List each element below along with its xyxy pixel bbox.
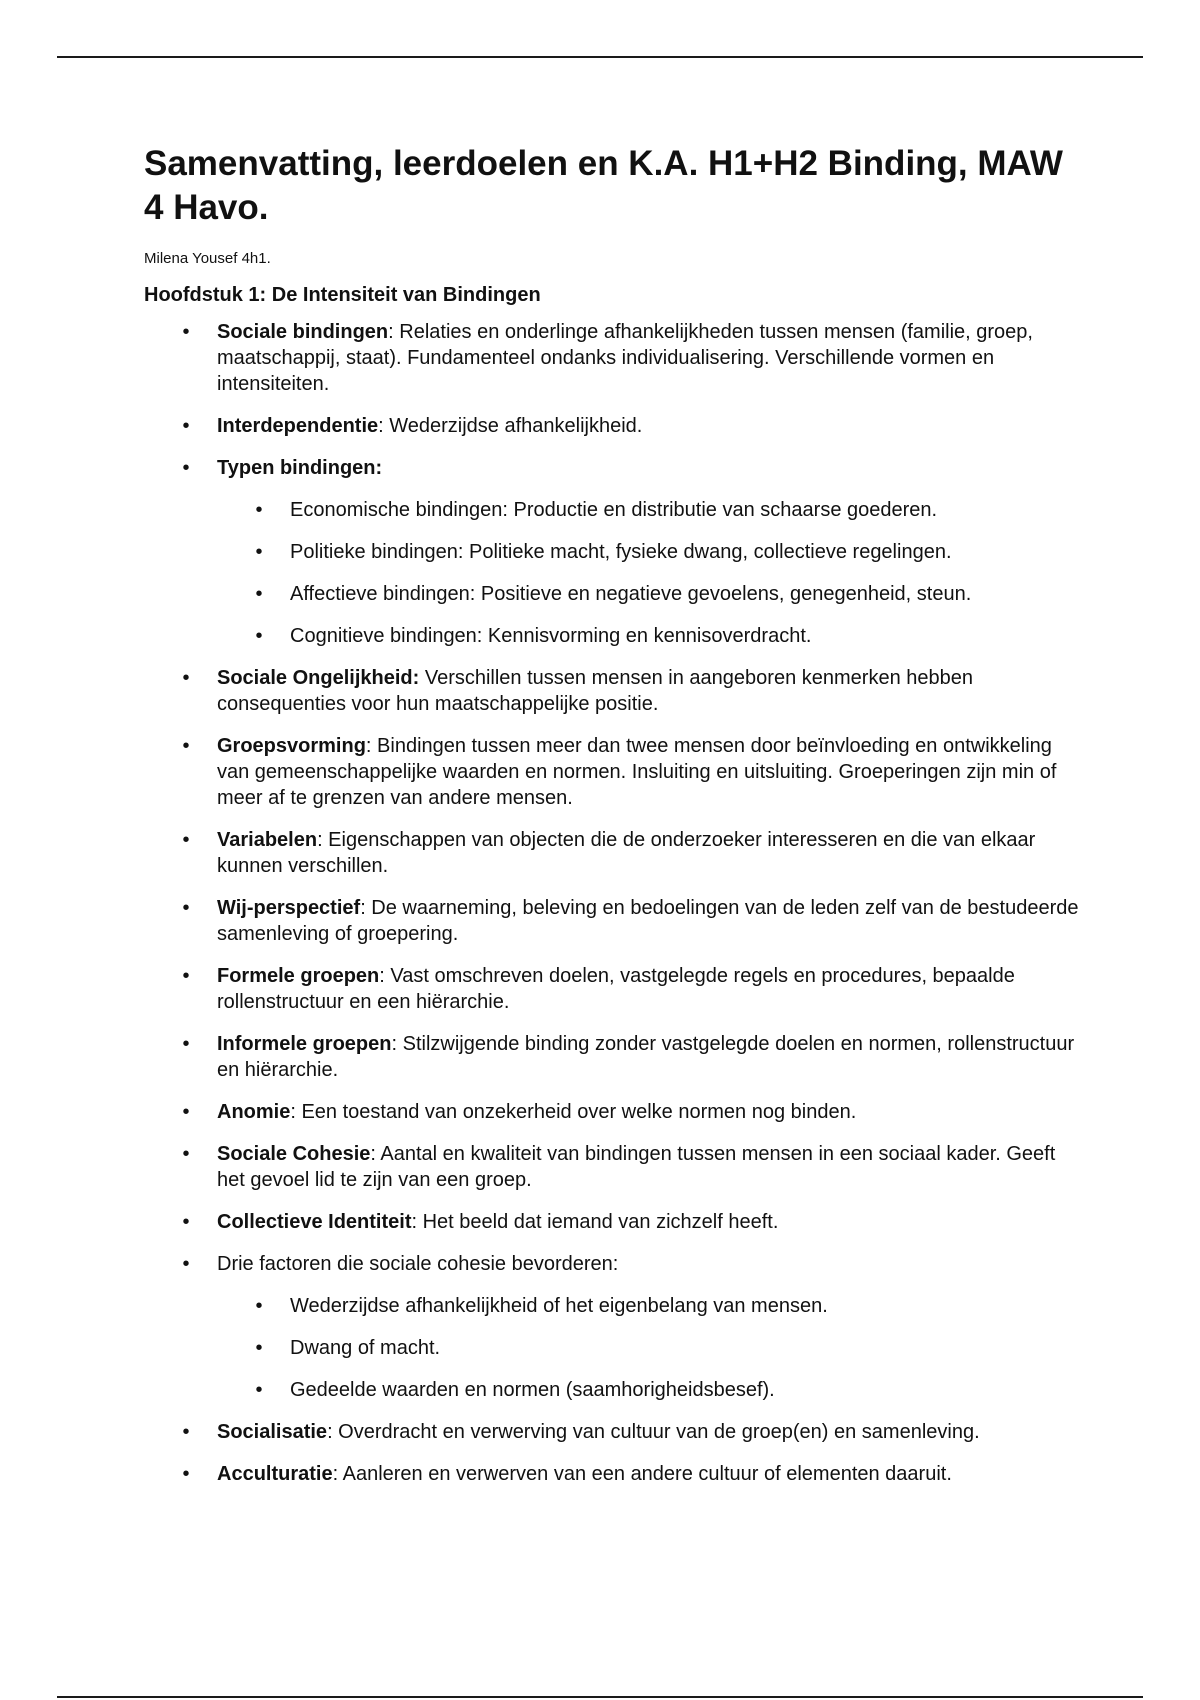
- bullet-icon: •: [255, 1337, 263, 1359]
- list-item: [144, 1209, 1084, 1235]
- bullet-icon: •: [182, 735, 190, 757]
- item-text: : Eigenschappen van objecten die de onderzoeker interesseren en die van elkaar kunnen verschillen.: [217, 829, 1036, 877]
- sub-item-text: Dwang of macht.: [290, 1337, 441, 1359]
- top-rule: [57, 56, 1143, 58]
- item-term: Anomie: [217, 1101, 291, 1123]
- item-term: Groepsvorming: [217, 735, 366, 757]
- bullet-icon: •: [182, 1421, 190, 1443]
- sub-item-text: Politieke bindingen: Politieke macht, fysieke dwang, collectieve regelingen.: [290, 541, 952, 563]
- item-text: : Het beeld dat iemand van zichzelf heeft.: [411, 1211, 779, 1233]
- sub-list-item: [217, 497, 1084, 523]
- list-item: [144, 413, 1084, 439]
- list-item: [144, 1099, 1084, 1125]
- item-text: : Aantal en kwaliteit van bindingen tussen mensen in een sociaal kader. Geeft het gevoel lid te zijn van een groep.: [217, 1143, 1056, 1191]
- bullet-icon: •: [182, 457, 190, 479]
- item-term: Informele groepen: [217, 1033, 392, 1055]
- item-term: Typen bindingen:: [217, 457, 383, 479]
- list-item: [144, 1419, 1084, 1445]
- list-item: [144, 963, 1084, 1015]
- list-item: [144, 895, 1084, 947]
- item-text: : Bindingen tussen meer dan twee mensen door beïnvloeding en ontwikkeling van gemeenschappelijke waarden en normen. Insluiting en uitsluiting. Groeperingen zijn min of meer af te grenzen van andere mensen.: [217, 735, 1057, 809]
- sub-list-item: [217, 1293, 1084, 1319]
- list-item: [144, 455, 1084, 649]
- list-item: [144, 1461, 1084, 1487]
- sub-item-text: Gedeelde waarden en normen (saamhorigheidsbesef).: [290, 1379, 775, 1401]
- list-item: [144, 1031, 1084, 1083]
- item-term: Sociale Cohesie: [217, 1143, 371, 1165]
- item-term: Sociale bindingen: [217, 321, 389, 343]
- sub-list: [217, 497, 1084, 649]
- item-term: Acculturatie: [217, 1463, 333, 1485]
- item-text: : Een toestand van onzekerheid over welke normen nog binden.: [290, 1101, 857, 1123]
- item-text: : Aanleren en verwerven van een andere cultuur of elementen daaruit.: [332, 1463, 952, 1485]
- sub-list-item: [217, 1377, 1084, 1403]
- section-heading: Hoofdstuk 1: De Intensiteit van Bindingen: [144, 284, 541, 306]
- bullet-icon: •: [255, 541, 263, 563]
- list-item: [144, 665, 1084, 717]
- definition-list: [144, 319, 1084, 1487]
- item-term: Collectieve Identiteit: [217, 1211, 412, 1233]
- list-item: [144, 1141, 1084, 1193]
- item-term: Wij-perspectief: [217, 897, 361, 919]
- item-term: Sociale Ongelijkheid:: [217, 667, 420, 689]
- item-text: Verschillen tussen mensen in aangeboren kenmerken hebben consequenties voor hun maatschappelijke positie.: [217, 667, 973, 715]
- list-item: [144, 1251, 1084, 1403]
- item-text: : Stilzwijgende binding zonder vastgelegde doelen en normen, rollenstructuur en hiërarchie.: [217, 1033, 1075, 1081]
- bullet-icon: •: [182, 1143, 190, 1165]
- item-text: : De waarneming, beleving en bedoelingen van de leden zelf van de bestudeerde samenleving of groepering.: [217, 897, 1079, 945]
- bullet-icon: •: [182, 965, 190, 987]
- author-line: Milena Yousef 4h1.: [144, 250, 271, 267]
- item-term: Socialisatie: [217, 1421, 328, 1443]
- bullet-icon: •: [182, 415, 190, 437]
- sub-item-text: Economische bindingen: Productie en distributie van schaarse goederen.: [290, 499, 938, 521]
- item-text: : Vast omschreven doelen, vastgelegde regels en procedures, bepaalde rollenstructuur en een hiërarchie.: [217, 965, 1015, 1013]
- document-title: Samenvatting, leerdoelen en K.A. H1+H2 Binding, MAW 4 Havo.: [144, 144, 1063, 227]
- sub-list-item: [217, 581, 1084, 607]
- list-item: [144, 319, 1084, 397]
- item-term: Formele groepen: [217, 965, 380, 987]
- item-text: Drie factoren die sociale cohesie bevorderen:: [217, 1253, 619, 1275]
- bullet-icon: •: [182, 667, 190, 689]
- document-page: [144, 142, 1084, 1503]
- bullet-icon: •: [182, 897, 190, 919]
- sub-item-text: Wederzijdse afhankelijkheid of het eigenbelang van mensen.: [290, 1295, 828, 1317]
- item-text: : Relaties en onderlinge afhankelijkheden tussen mensen (familie, groep, maatschappij, staat). Fundamenteel ondanks individualisering. Verschillende vormen en intensiteiten.: [217, 321, 1033, 395]
- bullet-icon: •: [182, 1211, 190, 1233]
- bottom-rule: [57, 1696, 1143, 1698]
- sub-list: [217, 1293, 1084, 1403]
- sub-list-item: [217, 539, 1084, 565]
- sub-list-item: [217, 1335, 1084, 1361]
- item-term: Interdependentie: [217, 415, 379, 437]
- bullet-icon: •: [182, 1463, 190, 1485]
- item-text: : Overdracht en verwerving van cultuur van de groep(en) en samenleving.: [327, 1421, 980, 1443]
- item-term: Variabelen: [217, 829, 318, 851]
- bullet-icon: •: [182, 1033, 190, 1055]
- sub-item-text: Cognitieve bindingen: Kennisvorming en kennisoverdracht.: [290, 625, 812, 647]
- bullet-icon: •: [255, 1295, 263, 1317]
- sub-item-text: Affectieve bindingen: Positieve en negatieve gevoelens, genegenheid, steun.: [290, 583, 972, 605]
- item-text: : Wederzijdse afhankelijkheid.: [378, 415, 643, 437]
- bullet-icon: •: [255, 583, 263, 605]
- list-item: [144, 827, 1084, 879]
- bullet-icon: •: [182, 1101, 190, 1123]
- bullet-icon: •: [182, 1253, 190, 1275]
- bullet-icon: •: [255, 625, 263, 647]
- bullet-icon: •: [182, 321, 190, 343]
- bullet-icon: •: [255, 499, 263, 521]
- bullet-icon: •: [255, 1379, 263, 1401]
- sub-list-item: [217, 623, 1084, 649]
- bullet-icon: •: [182, 829, 190, 851]
- list-item: [144, 733, 1084, 811]
